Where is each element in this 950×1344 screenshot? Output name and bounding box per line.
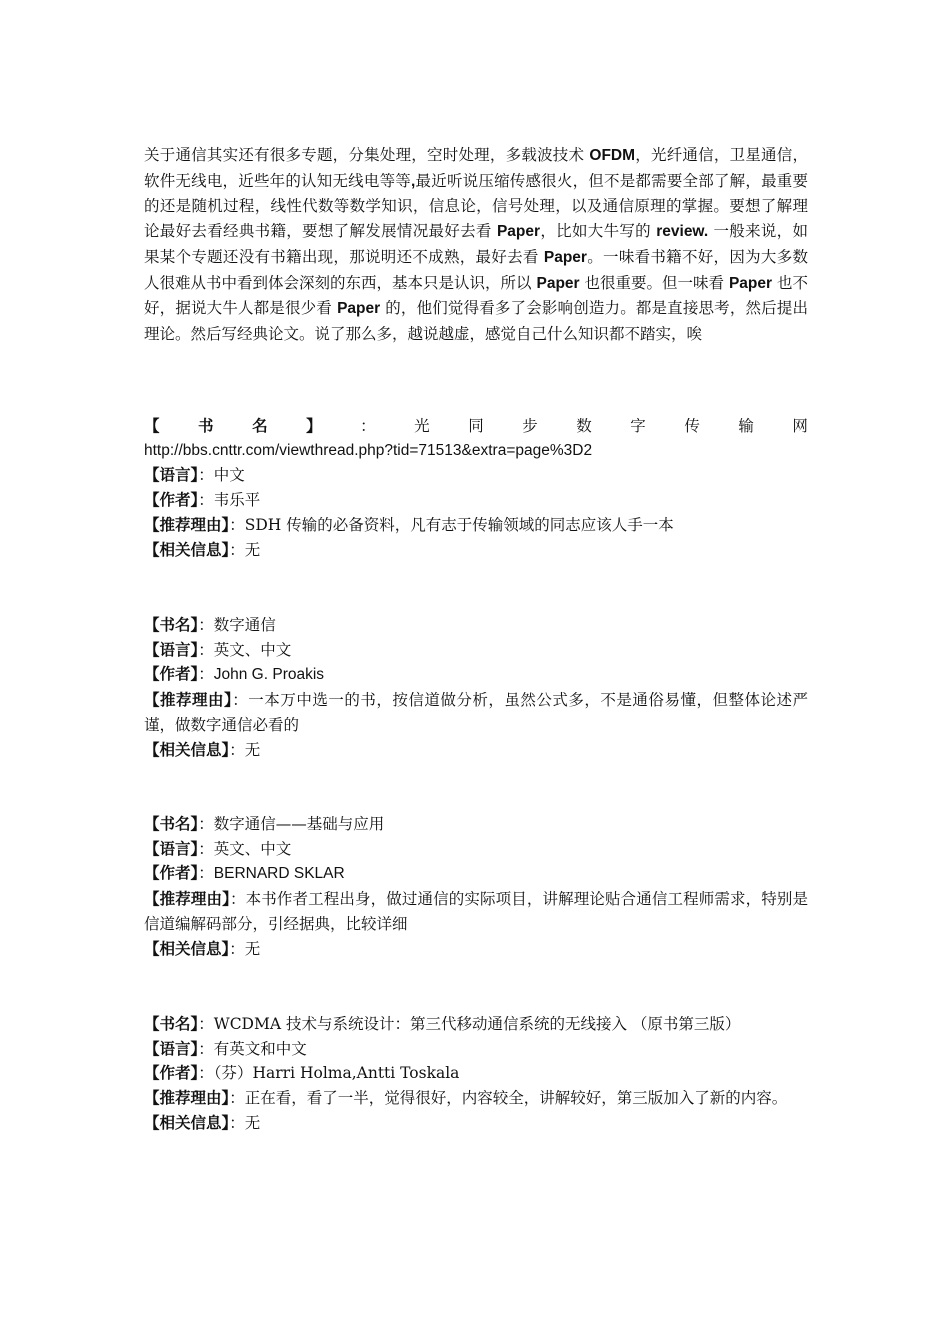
intro-bold-term: review. xyxy=(656,223,709,241)
intro-text: ，比如大牛写的 xyxy=(540,222,657,241)
reason-value: ：本书作者工程出身，做过通信的实际项目，讲解理论贴合通信工程师需求，特别是信道编解码部分，引经据典，比较详细 xyxy=(144,890,808,933)
reason-label: 【推荐理由】 xyxy=(144,1088,230,1108)
book-entry xyxy=(144,613,808,762)
title-char: 传 xyxy=(684,417,700,435)
reason-value: ：正在看，看了一半，觉得很好，内容较全，讲解较好，第三版加入了新的内容。 xyxy=(229,1089,788,1108)
title-char: 】 xyxy=(306,416,322,435)
title-value: ：数字通信——基础与应用 xyxy=(198,815,385,833)
title-label: 【书名】 xyxy=(144,1014,199,1033)
book-info-line xyxy=(144,937,808,962)
title-char: 字 xyxy=(630,417,646,435)
book-info-line xyxy=(144,738,808,763)
book-author-line xyxy=(144,662,808,688)
language-label: 【语言】 xyxy=(144,838,199,858)
book-title-line xyxy=(144,1012,808,1037)
intro-text: 最近听说压缩传感很火，但不是都需要全部了解，最重要的还是随机过程，线性代数等数学知识，信息论，信号处理，以及通信原理的掌握。要想了解理论最好去看经典书籍，要想了解发展情况最好去看 xyxy=(144,171,808,241)
book-language-line xyxy=(144,837,808,862)
title-char: 光 xyxy=(414,417,430,435)
book-author-line xyxy=(144,488,808,513)
intro-bold-term: Paper xyxy=(728,274,773,292)
intro-text: 也不好，据说大牛人都是很少看 xyxy=(144,273,808,318)
info-value: ：无 xyxy=(229,740,261,759)
reason-label: 【推荐理由】 xyxy=(144,690,233,710)
language-value: ：英文、中文 xyxy=(198,640,292,659)
info-label: 【相关信息】 xyxy=(144,539,230,559)
book-title-line xyxy=(144,414,808,439)
reason-label: 【推荐理由】 xyxy=(144,889,230,909)
book-language-line xyxy=(144,638,808,663)
book-language-line xyxy=(144,463,808,488)
author-label: 【作者】 xyxy=(144,1063,199,1083)
info-value: ：无 xyxy=(229,1113,261,1132)
book-title-line xyxy=(144,812,808,837)
title-value: ：WCDMA 技术与系统设计：第三代移动通信系统的无线接入 （原书第三版） xyxy=(198,1015,741,1033)
intro-text: 一般来说，如果某个专题还没有书籍出现，那说明还不成熟，最好去看 xyxy=(144,222,808,266)
intro-text: 。一味看书籍不好，因为大多数人很难从书中看到体会深刻的东西，基本只是认识，所以 xyxy=(144,247,808,292)
book-reason-line xyxy=(144,887,808,936)
title-char: 同 xyxy=(468,417,484,435)
language-value: ：有英文和中文 xyxy=(198,1039,307,1058)
author-label: 【作者】 xyxy=(144,863,199,883)
intro-paragraph xyxy=(144,143,808,347)
intro-bold-term: Paper xyxy=(543,248,587,266)
reason-value: ：SDH 传输的必备资料，凡有志于传输领域的同志应该人手一本 xyxy=(229,515,674,534)
author-value: ：John G. Proakis xyxy=(198,666,325,684)
intro-text: 的，他们觉得看多了会影响创造力。都是直接思考，然后提出理论。然后写经典论文。说了那么多，越说越虚，感觉自己什么知识都不踏实，唉 xyxy=(144,299,808,343)
book-info-line xyxy=(144,1111,808,1136)
author-label: 【作者】 xyxy=(144,490,199,510)
author-value: ：BERNARD SKLAR xyxy=(198,865,345,883)
title-char: 【 xyxy=(144,416,160,435)
book-entry xyxy=(144,812,808,961)
intro-text: 也很重要。但一味看 xyxy=(579,273,729,292)
info-value: ：无 xyxy=(229,540,261,559)
book-title-url: http://bbs.cnttr.com/viewthread.php?tid=71513&extra=page%3D2 xyxy=(144,441,593,459)
title-label: 【书名】 xyxy=(144,814,199,833)
title-value: ：数字通信 xyxy=(198,616,276,634)
info-label: 【相关信息】 xyxy=(144,739,230,759)
book-reason-line xyxy=(144,688,808,737)
book-language-line xyxy=(144,1037,808,1062)
author-value: ：韦乐平 xyxy=(198,491,261,510)
author-label: 【作者】 xyxy=(144,664,199,684)
language-value: ：中文 xyxy=(198,466,245,485)
info-value: ：无 xyxy=(229,939,261,958)
title-char: 网 xyxy=(792,417,808,435)
intro-bold-term: OFDM xyxy=(589,147,636,164)
intro-bold-term: Paper xyxy=(496,223,541,241)
title-char: 名 xyxy=(252,416,268,435)
title-char: 输 xyxy=(738,417,754,435)
intro-text: 关于通信其实还有很多专题，分集处理，空时处理，多载波技术 xyxy=(144,146,590,164)
reason-value: ：一本万中选一的书，按信道做分析，虽然公式多，不是通俗易懂，但整体论述严谨，做数字通信必看的 xyxy=(144,691,808,734)
book-title-line xyxy=(144,613,808,638)
book-entry xyxy=(144,414,808,562)
info-label: 【相关信息】 xyxy=(144,1112,230,1132)
language-value: ：英文、中文 xyxy=(198,839,292,858)
book-author-line xyxy=(144,1061,808,1086)
intro-text: ，光纤通信，卫星通信，软件无线电，近些年的认知无线电等等 xyxy=(144,146,808,190)
book-author-line xyxy=(144,861,808,887)
language-label: 【语言】 xyxy=(144,639,199,659)
title-char: 步 xyxy=(522,417,538,435)
title-char: ： xyxy=(360,417,376,435)
title-char: 数 xyxy=(576,417,592,435)
language-label: 【语言】 xyxy=(144,465,199,485)
author-value: ：（芬）Harri Holma,Antti Toskala xyxy=(198,1064,460,1083)
intro-bold-term: Paper xyxy=(536,274,580,292)
title-label: 【书名】 xyxy=(144,615,199,634)
language-label: 【语言】 xyxy=(144,1038,199,1058)
intro-bold-term: Paper xyxy=(337,300,381,318)
title-char: 书 xyxy=(198,416,214,435)
book-info-line xyxy=(144,538,808,563)
intro-bold-term: , xyxy=(411,172,416,190)
book-entry xyxy=(144,1012,808,1136)
book-reason-line xyxy=(144,1086,808,1111)
book-reason-line xyxy=(144,513,808,538)
reason-label: 【推荐理由】 xyxy=(144,514,230,534)
info-label: 【相关信息】 xyxy=(144,938,230,958)
